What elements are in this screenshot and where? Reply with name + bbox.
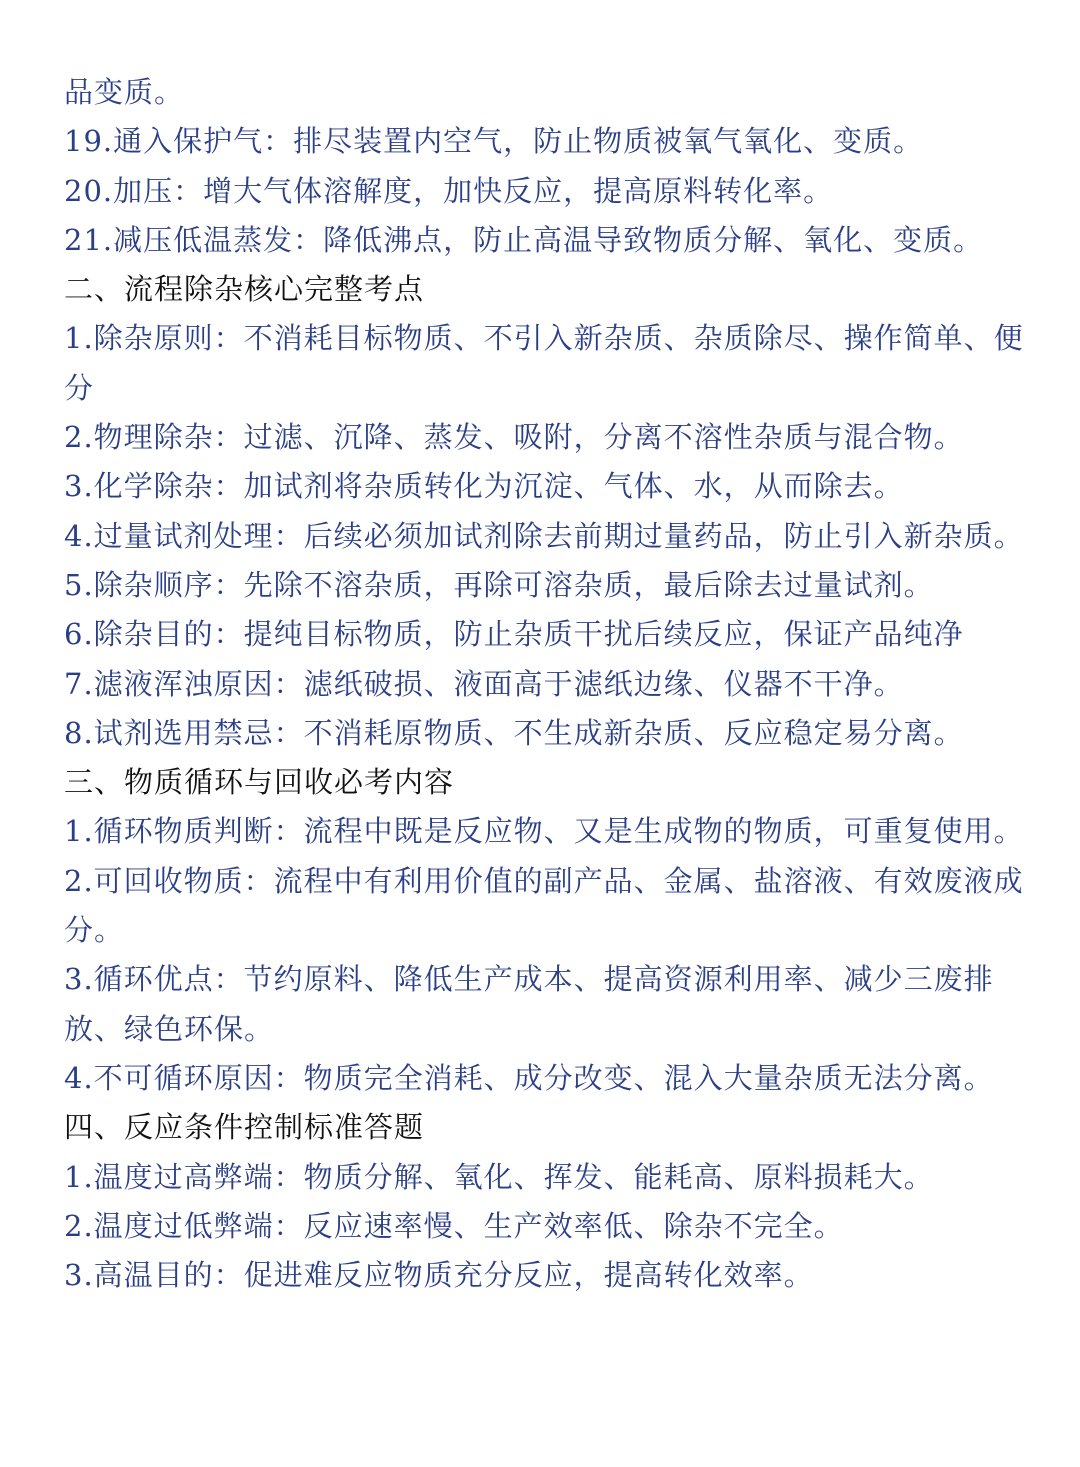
list-item: 19.通入保护气：排尽装置内空气，防止物质被氧气氧化、变质。 — [64, 124, 924, 159]
list-item: 3.循环优点：节约原料、降低生产成本、提高资源利用率、减少三废排放、绿色环保。 — [64, 962, 994, 1046]
list-item: 2.可回收物质：流程中有利用价值的副产品、金属、盐溶液、有效废液成分。 — [64, 863, 1024, 948]
list-item: 1.循环物质判断：流程中既是反应物、又是生成物的物质，可重复使用。 — [64, 814, 1024, 849]
list-item: 1.除杂原则：不消耗目标物质、不引入新杂质、杂质除尽、操作简单、便分 — [64, 321, 1024, 405]
list-item: 6.除杂目的：提纯目标物质，防止杂质干扰后续反应，保证产品纯净 — [64, 617, 964, 652]
continuation-text: 品变质。 — [64, 75, 185, 109]
list-item: 5.除杂顺序：先除不溶杂质，再除可溶杂质，最后除去过量试剂。 — [64, 567, 934, 602]
list-item: 21.减压低温蒸发：降低沸点，防止高温导致物质分解、氧化、变质。 — [64, 222, 984, 257]
section-heading: 三、物质循环与回收必考内容 — [64, 765, 455, 800]
list-item: 3.高温目的：促进难反应物质充分反应，提高转化效率。 — [64, 1258, 814, 1293]
list-item: 7.滤液浑浊原因：滤纸破损、液面高于滤纸边缘、仪器不干净。 — [64, 666, 904, 701]
list-item: 3.化学除杂：加试剂将杂质转化为沉淀、气体、水，从而除去。 — [64, 469, 904, 504]
list-item: 2.温度过低弊端：反应速率慢、生产效率低、除杂不完全。 — [64, 1208, 844, 1243]
list-item: 4.不可循环原因：物质完全消耗、成分改变、混入大量杂质无法分离。 — [64, 1060, 994, 1095]
list-item: 8.试剂选用禁忌：不消耗原物质、不生成新杂质、反应稳定易分离。 — [64, 715, 964, 750]
document-page — [64, 68, 1034, 1300]
list-item: 4.过量试剂处理：后续必须加试剂除去前期过量药品，防止引入新杂质。 — [64, 518, 1024, 553]
list-item: 1.温度过高弊端：物质分解、氧化、挥发、能耗高、原料损耗大。 — [64, 1159, 934, 1194]
section-heading: 四、反应条件控制标准答题 — [64, 1110, 425, 1145]
list-item: 20.加压：增大气体溶解度，加快反应，提高原料转化率。 — [64, 173, 834, 208]
list-item: 2.物理除杂：过滤、沉降、蒸发、吸附，分离不溶性杂质与混合物。 — [64, 420, 964, 455]
section-heading: 二、流程除杂核心完整考点 — [64, 272, 425, 307]
